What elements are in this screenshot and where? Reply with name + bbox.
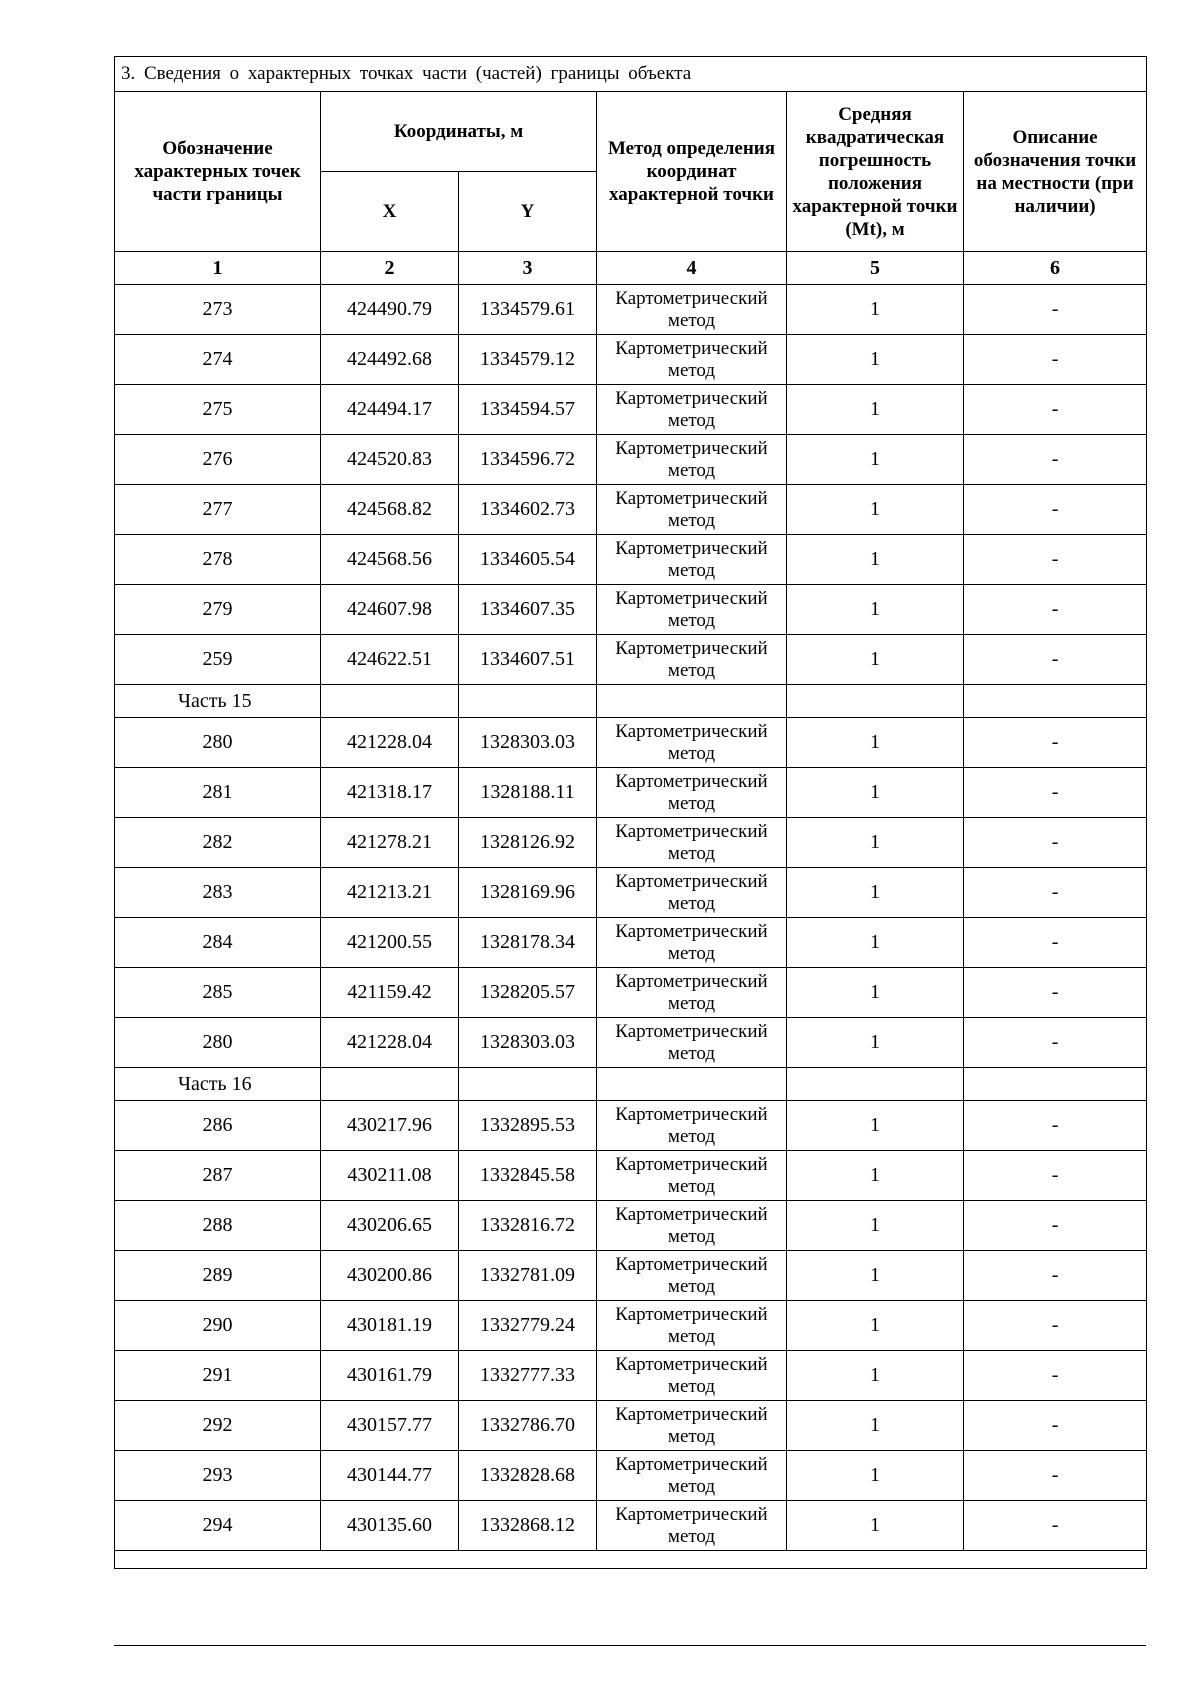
cell-desc: - [964, 1351, 1147, 1401]
cell-error: 1 [787, 285, 964, 335]
cell-x: 421159.42 [321, 968, 459, 1018]
cell-method: Картометрический метод [597, 385, 787, 435]
cell-error: 1 [787, 635, 964, 685]
part-empty-cell [459, 685, 597, 718]
cell-x: 424622.51 [321, 635, 459, 685]
section-title-row [115, 57, 1147, 92]
cell-point: 279 [115, 585, 321, 635]
cell-point: 259 [115, 635, 321, 685]
cell-desc: - [964, 485, 1147, 535]
cell-y: 1334594.57 [459, 385, 597, 435]
cell-error: 1 [787, 1501, 964, 1551]
boundary-points-table [114, 56, 1147, 1569]
cell-desc: - [964, 1301, 1147, 1351]
cell-method: Картометрический метод [597, 868, 787, 918]
table-row [115, 1018, 1147, 1068]
column-number: 6 [964, 252, 1147, 285]
cell-method: Картометрический метод [597, 968, 787, 1018]
cell-desc: - [964, 535, 1147, 585]
table-row [115, 335, 1147, 385]
cell-x: 421200.55 [321, 918, 459, 968]
cell-y: 1334579.61 [459, 285, 597, 335]
part-label: Часть 15 [115, 685, 321, 718]
cell-point: 291 [115, 1351, 321, 1401]
cell-error: 1 [787, 868, 964, 918]
cell-desc: - [964, 718, 1147, 768]
table-row [115, 485, 1147, 535]
cell-point: 287 [115, 1151, 321, 1201]
cell-error: 1 [787, 1351, 964, 1401]
cell-x: 430181.19 [321, 1301, 459, 1351]
cell-x: 430200.86 [321, 1251, 459, 1301]
cell-x: 430135.60 [321, 1501, 459, 1551]
header-method: Метод определения координат характерной точки [597, 92, 787, 252]
cell-error: 1 [787, 1251, 964, 1301]
cell-x: 421278.21 [321, 818, 459, 868]
cell-desc: - [964, 335, 1147, 385]
table-row [115, 768, 1147, 818]
table-row [115, 435, 1147, 485]
table-row [115, 1351, 1147, 1401]
cell-point: 274 [115, 335, 321, 385]
cell-method: Картометрический метод [597, 635, 787, 685]
footer-rule [114, 1645, 1146, 1646]
cell-x: 430217.96 [321, 1101, 459, 1151]
table-row [115, 918, 1147, 968]
table-row [115, 1301, 1147, 1351]
cell-desc: - [964, 1018, 1147, 1068]
part-empty-cell [787, 1068, 964, 1101]
cell-desc: - [964, 1501, 1147, 1551]
cell-x: 424494.17 [321, 385, 459, 435]
cell-error: 1 [787, 585, 964, 635]
cell-x: 430211.08 [321, 1151, 459, 1201]
cell-point: 280 [115, 1018, 321, 1068]
cell-error: 1 [787, 535, 964, 585]
cell-error: 1 [787, 768, 964, 818]
cell-point: 292 [115, 1401, 321, 1451]
cell-y: 1332777.33 [459, 1351, 597, 1401]
part-empty-cell [964, 685, 1147, 718]
cell-point: 276 [115, 435, 321, 485]
cell-error: 1 [787, 1301, 964, 1351]
table-row [115, 585, 1147, 635]
cell-x: 424607.98 [321, 585, 459, 635]
part-label: Часть 16 [115, 1068, 321, 1101]
part-empty-cell [597, 685, 787, 718]
cell-point: 293 [115, 1451, 321, 1501]
cell-y: 1328303.03 [459, 718, 597, 768]
table-body [115, 285, 1147, 1551]
cell-y: 1332786.70 [459, 1401, 597, 1451]
header-error: Средняя квадратическая погрешность положения характерной точки (Mt), м [787, 92, 964, 252]
part-empty-cell [964, 1068, 1147, 1101]
cell-desc: - [964, 435, 1147, 485]
cell-desc: - [964, 918, 1147, 968]
cell-error: 1 [787, 1201, 964, 1251]
cell-error: 1 [787, 485, 964, 535]
cell-desc: - [964, 285, 1147, 335]
cell-method: Картометрический метод [597, 718, 787, 768]
cell-point: 282 [115, 818, 321, 868]
cell-y: 1332895.53 [459, 1101, 597, 1151]
cell-method: Картометрический метод [597, 1151, 787, 1201]
cell-point: 290 [115, 1301, 321, 1351]
cell-x: 421213.21 [321, 868, 459, 918]
cell-desc: - [964, 968, 1147, 1018]
table-row [115, 968, 1147, 1018]
section-title: 3. Сведения о характерных точках части (частей) границы объекта [115, 57, 1147, 92]
header-point: Обозначение характерных точек части границы [115, 92, 321, 252]
table-row [115, 385, 1147, 435]
part-empty-cell [787, 685, 964, 718]
table-row [115, 285, 1147, 335]
cell-desc: - [964, 585, 1147, 635]
cell-error: 1 [787, 1151, 964, 1201]
cell-error: 1 [787, 335, 964, 385]
cell-y: 1332845.58 [459, 1151, 597, 1201]
cell-error: 1 [787, 968, 964, 1018]
part-empty-cell [321, 1068, 459, 1101]
cell-error: 1 [787, 1401, 964, 1451]
cell-method: Картометрический метод [597, 818, 787, 868]
header-row [115, 92, 1147, 172]
table-row [115, 1451, 1147, 1501]
cell-method: Картометрический метод [597, 1101, 787, 1151]
cell-point: 289 [115, 1251, 321, 1301]
cell-desc: - [964, 635, 1147, 685]
cell-y: 1328205.57 [459, 968, 597, 1018]
part-empty-cell [321, 685, 459, 718]
column-number: 2 [321, 252, 459, 285]
cell-point: 283 [115, 868, 321, 918]
table-row [115, 1501, 1147, 1551]
cell-y: 1334596.72 [459, 435, 597, 485]
cell-x: 424568.56 [321, 535, 459, 585]
cell-method: Картометрический метод [597, 1201, 787, 1251]
cell-point: 284 [115, 918, 321, 968]
cell-y: 1334602.73 [459, 485, 597, 535]
table-row [115, 1401, 1147, 1451]
cell-point: 280 [115, 718, 321, 768]
column-number-row [115, 252, 1147, 285]
cell-desc: - [964, 385, 1147, 435]
cell-x: 430206.65 [321, 1201, 459, 1251]
cell-desc: - [964, 1101, 1147, 1151]
cell-method: Картометрический метод [597, 1351, 787, 1401]
cell-point: 278 [115, 535, 321, 585]
cell-error: 1 [787, 818, 964, 868]
cell-point: 277 [115, 485, 321, 535]
header-desc: Описание обозначения точки на местности (при наличии) [964, 92, 1147, 252]
cell-x: 424492.68 [321, 335, 459, 385]
cell-y: 1332868.12 [459, 1501, 597, 1551]
cell-method: Картометрический метод [597, 585, 787, 635]
cell-method: Картометрический метод [597, 335, 787, 385]
cell-point: 294 [115, 1501, 321, 1551]
cell-x: 424490.79 [321, 285, 459, 335]
table-row [115, 868, 1147, 918]
table-row [115, 818, 1147, 868]
table-row [115, 635, 1147, 685]
table-row [115, 1151, 1147, 1201]
cell-y: 1328169.96 [459, 868, 597, 918]
cell-x: 424568.82 [321, 485, 459, 535]
cell-method: Картометрический метод [597, 1501, 787, 1551]
cell-error: 1 [787, 435, 964, 485]
table-row [115, 1201, 1147, 1251]
part-empty-cell [459, 1068, 597, 1101]
cell-x: 421228.04 [321, 1018, 459, 1068]
cell-y: 1328126.92 [459, 818, 597, 868]
cell-y: 1328188.11 [459, 768, 597, 818]
cell-x: 430144.77 [321, 1451, 459, 1501]
cell-error: 1 [787, 918, 964, 968]
cell-y: 1332828.68 [459, 1451, 597, 1501]
cell-error: 1 [787, 1101, 964, 1151]
cell-x: 421228.04 [321, 718, 459, 768]
cell-y: 1332779.24 [459, 1301, 597, 1351]
column-number: 4 [597, 252, 787, 285]
part-row [115, 685, 1147, 718]
cell-x: 430161.79 [321, 1351, 459, 1401]
cell-error: 1 [787, 718, 964, 768]
cell-method: Картометрический метод [597, 485, 787, 535]
cell-method: Картометрический метод [597, 1251, 787, 1301]
column-number: 5 [787, 252, 964, 285]
cell-method: Картометрический метод [597, 285, 787, 335]
cell-y: 1334607.51 [459, 635, 597, 685]
cell-error: 1 [787, 1018, 964, 1068]
blank-cell [115, 1551, 1147, 1569]
cell-point: 273 [115, 285, 321, 335]
cell-y: 1334607.35 [459, 585, 597, 635]
cell-point: 286 [115, 1101, 321, 1151]
cell-y: 1334579.12 [459, 335, 597, 385]
cell-x: 424520.83 [321, 435, 459, 485]
cell-error: 1 [787, 1451, 964, 1501]
cell-point: 288 [115, 1201, 321, 1251]
cell-y: 1328178.34 [459, 918, 597, 968]
part-row [115, 1068, 1147, 1101]
cell-desc: - [964, 768, 1147, 818]
header-coords: Координаты, м [321, 92, 597, 172]
table-row [115, 718, 1147, 768]
cell-method: Картометрический метод [597, 768, 787, 818]
cell-y: 1332816.72 [459, 1201, 597, 1251]
document-sheet [114, 56, 1146, 1569]
column-number: 3 [459, 252, 597, 285]
cell-desc: - [964, 818, 1147, 868]
cell-method: Картометрический метод [597, 1451, 787, 1501]
cell-point: 281 [115, 768, 321, 818]
cell-x: 421318.17 [321, 768, 459, 818]
cell-method: Картометрический метод [597, 535, 787, 585]
part-empty-cell [597, 1068, 787, 1101]
cell-method: Картометрический метод [597, 1018, 787, 1068]
cell-error: 1 [787, 385, 964, 435]
cell-desc: - [964, 868, 1147, 918]
cell-method: Картометрический метод [597, 1301, 787, 1351]
cell-y: 1328303.03 [459, 1018, 597, 1068]
column-number: 1 [115, 252, 321, 285]
cell-method: Картометрический метод [597, 1401, 787, 1451]
cell-method: Картометрический метод [597, 918, 787, 968]
cell-y: 1332781.09 [459, 1251, 597, 1301]
cell-y: 1334605.54 [459, 535, 597, 585]
cell-point: 285 [115, 968, 321, 1018]
cell-point: 275 [115, 385, 321, 435]
cell-desc: - [964, 1201, 1147, 1251]
table-row [115, 1101, 1147, 1151]
header-x: X [321, 172, 459, 252]
cell-desc: - [964, 1251, 1147, 1301]
cell-desc: - [964, 1451, 1147, 1501]
cell-x: 430157.77 [321, 1401, 459, 1451]
table-row [115, 1251, 1147, 1301]
cell-method: Картометрический метод [597, 435, 787, 485]
cell-desc: - [964, 1151, 1147, 1201]
header-y: Y [459, 172, 597, 252]
table-row [115, 535, 1147, 585]
table-blank-row [115, 1551, 1147, 1569]
cell-desc: - [964, 1401, 1147, 1451]
